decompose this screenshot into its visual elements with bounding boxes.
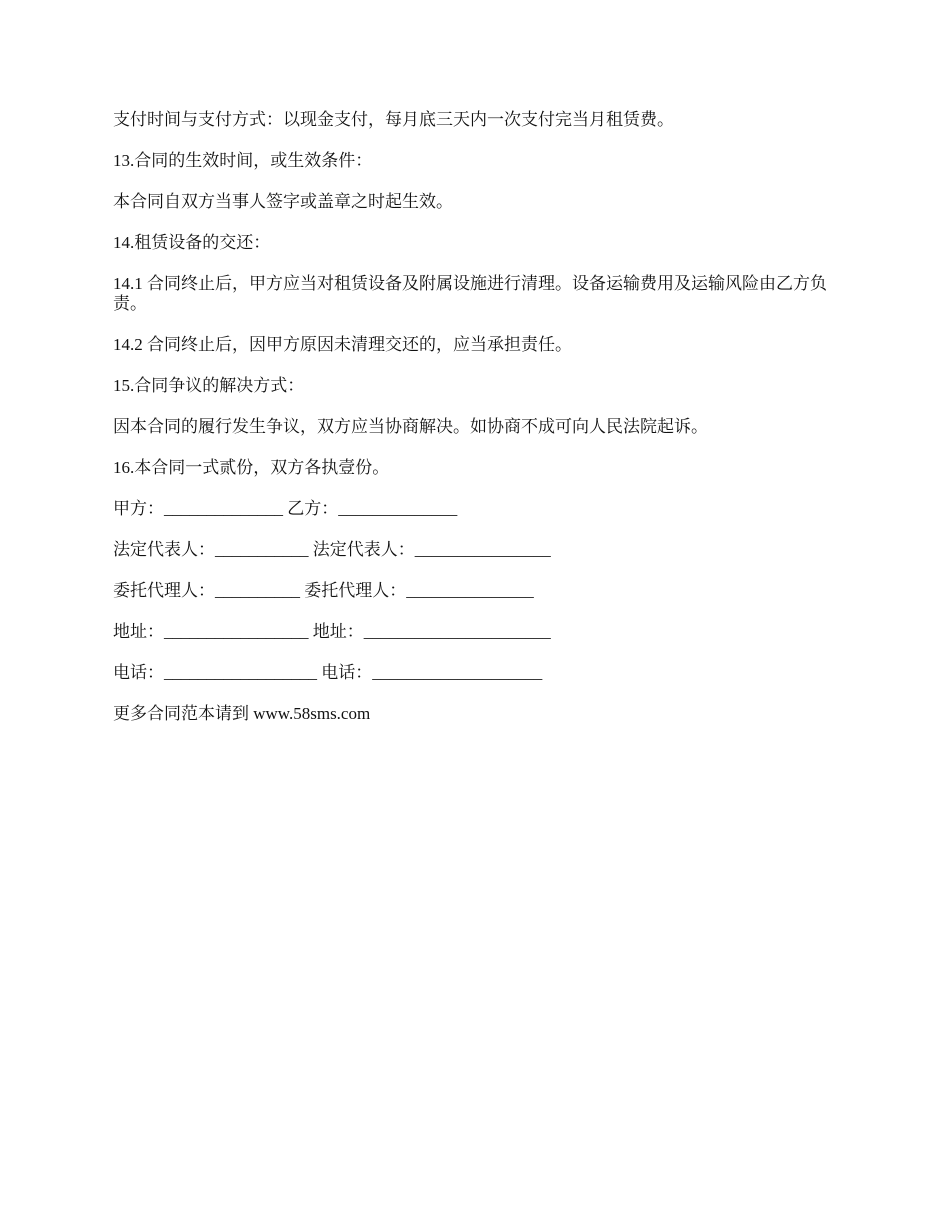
signature-legal-rep-line: 法定代表人：___________ 法定代表人：________________ (113, 540, 551, 559)
signature-agent-line: 委托代理人：__________ 委托代理人：_______________ (113, 581, 534, 600)
clause-13-body: 本合同自双方当事人签字或盖章之时起生效。 (113, 192, 453, 211)
clause-14-2: 14.2 合同终止后，因甲方原因未清理交还的，应当承担责任。 (113, 335, 572, 354)
signature-address-line: 地址：_________________ 地址：______________________ (113, 622, 551, 641)
clause-15-body: 因本合同的履行发生争议，双方应当协商解决。如协商不成可向人民法院起诉。 (113, 417, 708, 436)
footer-promo-text: 更多合同范本请到 www.58sms.com (113, 704, 371, 723)
clause-15-heading: 15.合同争议的解决方式： (113, 376, 305, 395)
signature-party-line: 甲方：______________ 乙方：______________ (113, 499, 458, 518)
clause-13-heading: 13.合同的生效时间，或生效条件： (113, 151, 373, 170)
clause-14-heading: 14.租赁设备的交还： (113, 233, 271, 252)
signature-phone-line: 电话：__________________ 电话：____________________ (113, 663, 543, 682)
document-page (113, 110, 843, 745)
clause-16: 16.本合同一式贰份，双方各执壹份。 (113, 458, 390, 477)
clause-14-1: 14.1 合同终止后，甲方应当对租赁设备及附属设施进行清理。设备运输费用及运输风险由乙方负责。 (113, 274, 827, 313)
payment-terms-paragraph: 支付时间与支付方式：以现金支付，每月底三天内一次支付完当月租赁费。 (113, 110, 674, 129)
